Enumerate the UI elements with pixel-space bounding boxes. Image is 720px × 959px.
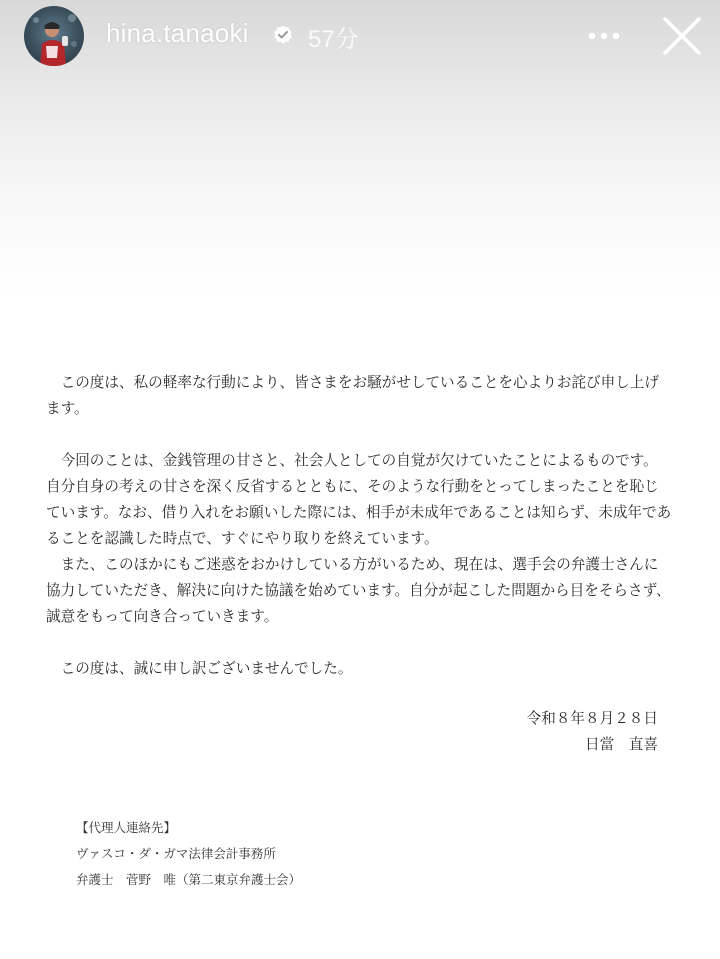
letter-signature: 日當 直喜 bbox=[585, 736, 658, 753]
verified-badge-icon bbox=[272, 24, 294, 46]
more-dots-icon[interactable] bbox=[584, 22, 624, 50]
letter-paragraph: この度は、誠に申し訳ございませんでした。 bbox=[60, 660, 353, 677]
letter-paragraph: この度は、私の軽率な行動により、皆さまをお騒がせしていることを心よりお詫び申し上げます。 bbox=[46, 374, 659, 417]
close-icon[interactable] bbox=[660, 14, 704, 58]
story-header bbox=[0, 0, 720, 76]
contact-lawyer: 弁護士 菅野 唯（第二東京弁護士会） bbox=[76, 872, 302, 887]
letter-date: 令和８年８月２８日 bbox=[526, 710, 658, 727]
username[interactable]: hina.tanaoki bbox=[106, 18, 249, 48]
letter-closing bbox=[46, 706, 658, 758]
letter-paragraph: また、このほかにもご迷惑をおかけしている方がいるため、現在は、選手会の弁護士さんに協力していただき、解決に向けた協議を始めています。自分が起こした問題から目をそらさず、誠意をもって向き合っていきます。 bbox=[46, 556, 671, 625]
avatar[interactable] bbox=[24, 6, 84, 66]
agent-contact bbox=[76, 815, 301, 893]
post-timestamp: 57分 bbox=[308, 26, 359, 53]
letter-paragraph: 今回のことは、金銭管理の甘さと、社会人としての自覚が欠けていたことによるものです。自分自身の考えの甘さを深く反省するとともに、そのような行動をとってしまったことを恥じています。なお、借り入れをお願いした際には、相手が未成年であることは知らず、未成年であることを認識した時点で、すぐにやり取りを終えています。 bbox=[46, 452, 672, 547]
contact-firm: ヴァスコ・ダ・ガマ法律会計事務所 bbox=[76, 846, 276, 861]
apology-letter bbox=[46, 370, 672, 682]
contact-heading: 【代理人連絡先】 bbox=[76, 820, 177, 835]
player-photo-icon bbox=[24, 6, 84, 66]
